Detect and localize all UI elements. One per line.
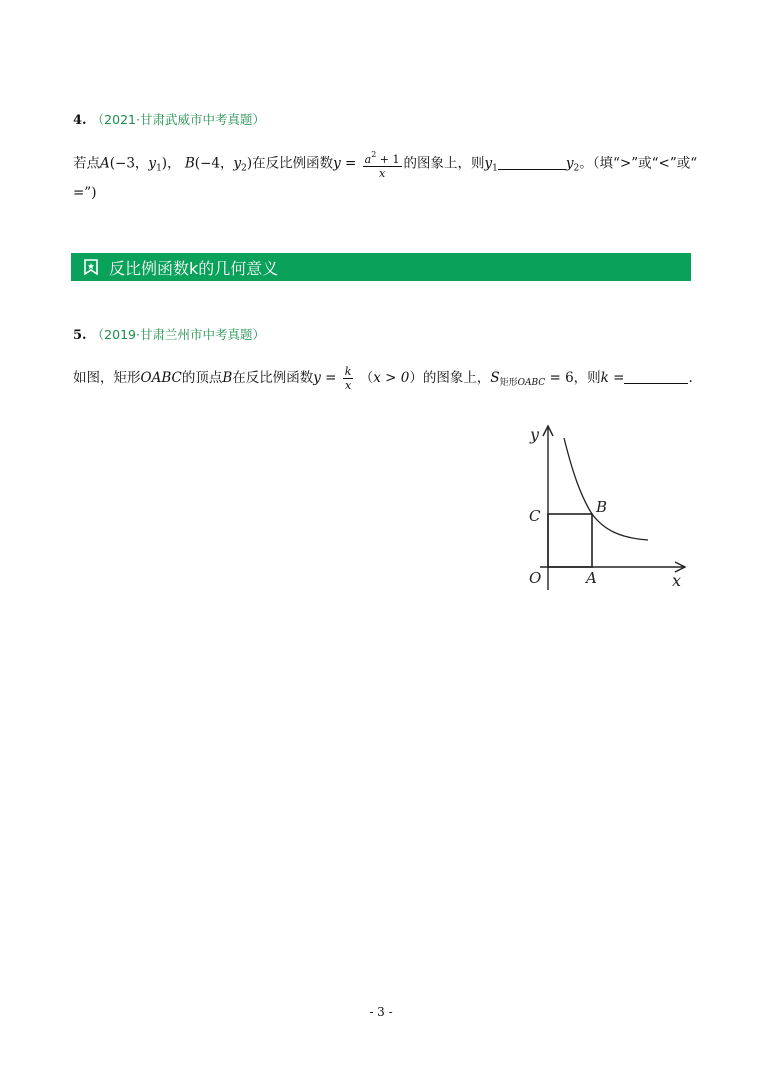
question-4-header [73, 109, 265, 128]
label-x: x [672, 571, 682, 590]
label-o: O [529, 569, 542, 587]
question-number: 5. [73, 328, 87, 343]
label-b: B [596, 498, 608, 516]
label-y: y [530, 425, 540, 444]
question-4-text: 若点A(−3，$y_1$)， B(−4，$y_2$)在反比例函数y = $\frac{a^2 + 1}{x}$ 的图象上，则$y_1$ $y_2$。（填“>”或“<”或“ [73, 150, 698, 180]
question-source: （2019·甘肃兰州市中考真题） [91, 327, 265, 342]
answer-blank[interactable] [498, 155, 566, 170]
question-4-text-line2: =”) [73, 185, 97, 201]
question-5-text: 如图，矩形OABC的顶点B在反比例函数y = $\frac{k}{x}$ （x > 0）的图象上，$S_{矩形OABC} = 6$，则k = . [73, 365, 693, 392]
bookmark-star-icon [83, 259, 99, 275]
section-title: 反比例函数k的几何意义 [109, 258, 279, 278]
page-number: - 3 - [369, 1005, 393, 1019]
section-banner [71, 253, 691, 281]
rectangle-oabc [548, 514, 592, 567]
question-source: （2021·甘肃武威市中考真题） [91, 112, 265, 127]
fraction: $\frac{a^2 + 1}{x}$ [364, 150, 400, 180]
answer-blank[interactable] [624, 369, 688, 384]
fraction: $\frac{k}{x}$ [344, 365, 352, 392]
label-c: C [529, 507, 541, 525]
hyperbola-rectangle-figure [520, 420, 690, 600]
hyperbola-curve [564, 438, 648, 540]
question-number: 4. [73, 113, 87, 128]
label-a: A [586, 569, 597, 587]
question-5-header [73, 324, 265, 343]
